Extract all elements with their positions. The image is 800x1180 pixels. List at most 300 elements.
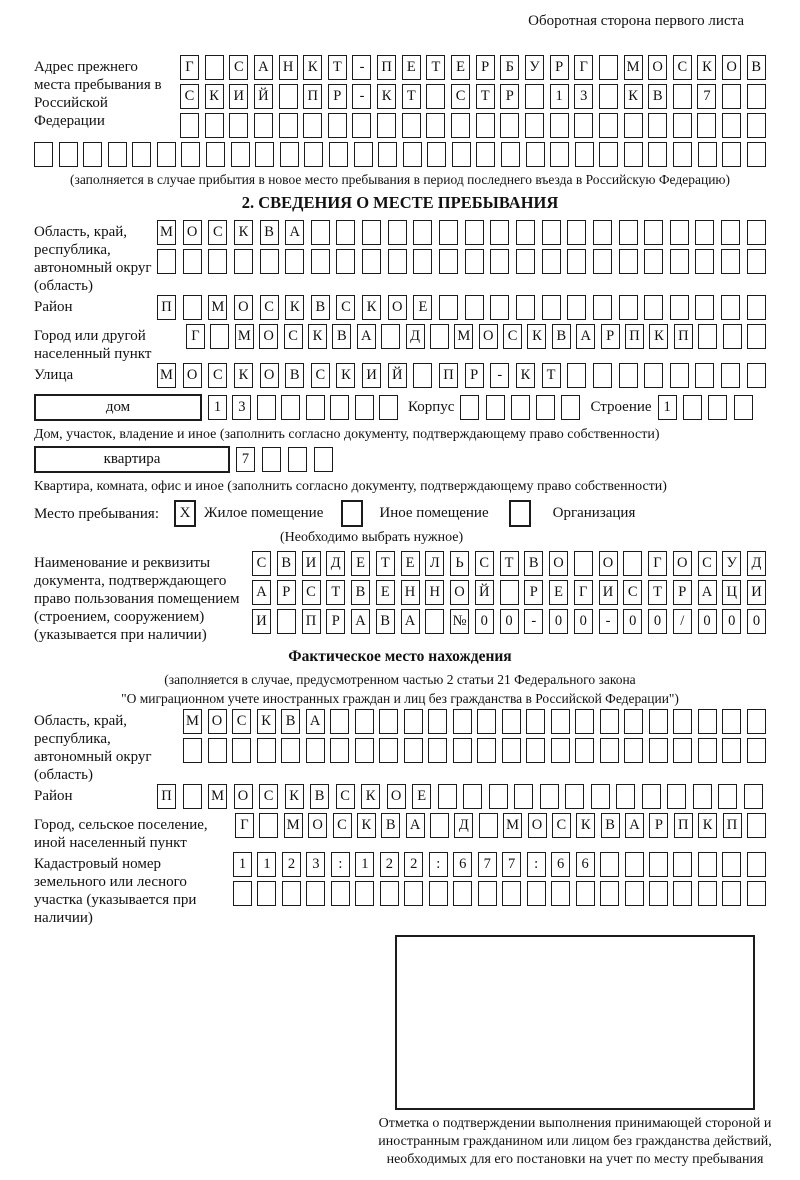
char-cell[interactable]: М [208,784,227,809]
char-cell[interactable] [695,249,714,274]
char-cell[interactable]: О [234,295,253,320]
char-cell[interactable] [619,295,638,320]
char-cell[interactable] [511,395,530,420]
char-cell[interactable] [453,738,472,763]
char-cell[interactable]: В [376,609,395,634]
char-cell[interactable]: Т [326,580,345,605]
char-cell[interactable]: Л [425,551,444,576]
char-cell[interactable] [183,784,202,809]
char-cell[interactable] [648,113,667,138]
char-cell[interactable] [413,249,432,274]
char-cell[interactable] [279,84,298,109]
char-cell[interactable] [285,249,304,274]
char-cell[interactable] [413,220,432,245]
char-cell[interactable] [439,249,458,274]
char-cell[interactable]: 0 [574,609,593,634]
char-cell[interactable] [404,881,423,906]
char-cell[interactable] [540,784,559,809]
char-cell[interactable]: Р [500,84,519,109]
char-cell[interactable]: И [362,363,381,388]
char-cell[interactable] [722,113,741,138]
char-cell[interactable]: К [308,324,327,349]
char-cell[interactable] [619,363,638,388]
char-cell[interactable] [352,113,371,138]
char-cell[interactable]: О [387,784,406,809]
char-cell[interactable]: Т [328,55,347,80]
char-cell[interactable] [698,142,717,167]
char-cell[interactable] [329,142,348,167]
char-cell[interactable]: 0 [698,609,717,634]
char-cell[interactable]: О [183,220,202,245]
char-cell[interactable] [644,249,663,274]
char-cell[interactable] [624,709,643,734]
char-cell[interactable]: С [252,551,271,576]
char-cell[interactable]: № [450,609,469,634]
char-cell[interactable] [644,363,663,388]
char-cell[interactable] [490,220,509,245]
char-cell[interactable]: П [625,324,644,349]
char-cell[interactable]: В [351,580,370,605]
char-cell[interactable]: 7 [478,852,497,877]
char-cell[interactable] [476,113,495,138]
char-cell[interactable]: 7 [697,84,716,109]
char-cell[interactable]: А [406,813,425,838]
char-cell[interactable]: К [336,363,355,388]
char-cell[interactable] [551,709,570,734]
char-cell[interactable] [697,113,716,138]
char-cell[interactable] [379,709,398,734]
char-cell[interactable]: 0 [623,609,642,634]
char-cell[interactable]: Т [500,551,519,576]
char-cell[interactable] [624,113,643,138]
char-cell[interactable]: Г [186,324,205,349]
char-cell[interactable] [698,881,717,906]
char-cell[interactable] [403,142,422,167]
char-cell[interactable]: А [254,55,273,80]
char-cell[interactable] [567,249,586,274]
char-cell[interactable] [567,363,586,388]
char-cell[interactable] [234,249,253,274]
char-cell[interactable] [721,249,740,274]
char-cell[interactable]: Р [673,580,692,605]
char-cell[interactable] [355,709,374,734]
char-cell[interactable]: 3 [574,84,593,109]
char-cell[interactable] [306,395,325,420]
char-cell[interactable] [330,709,349,734]
char-cell[interactable] [381,324,400,349]
char-cell[interactable]: 0 [500,609,519,634]
char-cell[interactable] [695,295,714,320]
char-cell[interactable] [388,249,407,274]
char-cell[interactable] [698,324,717,349]
char-cell[interactable]: Е [412,784,431,809]
char-cell[interactable] [593,363,612,388]
char-cell[interactable]: И [747,580,766,605]
char-cell[interactable] [108,142,127,167]
char-cell[interactable] [354,142,373,167]
char-cell[interactable] [490,295,509,320]
char-cell[interactable]: О [259,324,278,349]
char-cell[interactable] [465,249,484,274]
char-cell[interactable]: С [208,363,227,388]
char-cell[interactable] [721,295,740,320]
char-cell[interactable]: С [698,551,717,576]
char-cell[interactable] [561,395,580,420]
char-cell[interactable]: М [183,709,202,734]
char-cell[interactable]: А [252,580,271,605]
char-cell[interactable]: Р [649,813,668,838]
char-cell[interactable] [465,220,484,245]
char-cell[interactable] [667,784,686,809]
char-cell[interactable]: П [674,324,693,349]
char-cell[interactable]: С [333,813,352,838]
char-cell[interactable] [426,84,445,109]
char-cell[interactable] [525,84,544,109]
char-cell[interactable]: Б [500,55,519,80]
char-cell[interactable]: О [260,363,279,388]
char-cell[interactable] [599,84,618,109]
char-cell[interactable] [477,738,496,763]
char-cell[interactable]: М [503,813,522,838]
char-cell[interactable] [575,709,594,734]
char-cell[interactable] [673,709,692,734]
char-cell[interactable]: О [599,551,618,576]
char-cell[interactable]: О [308,813,327,838]
char-cell[interactable]: С [503,324,522,349]
char-cell[interactable]: Н [279,55,298,80]
char-cell[interactable] [734,395,753,420]
char-cell[interactable] [542,295,561,320]
char-cell[interactable]: Г [235,813,254,838]
char-cell[interactable]: А [351,609,370,634]
char-cell[interactable]: В [552,324,571,349]
char-cell[interactable]: Н [425,580,444,605]
char-cell[interactable] [306,738,325,763]
char-cell[interactable] [550,113,569,138]
char-cell[interactable] [331,881,350,906]
char-cell[interactable] [619,220,638,245]
char-cell[interactable] [673,852,692,877]
char-cell[interactable]: Ь [450,551,469,576]
char-cell[interactable] [525,113,544,138]
char-cell[interactable] [599,113,618,138]
char-cell[interactable] [747,84,766,109]
char-cell[interactable]: В [332,324,351,349]
char-cell[interactable] [257,881,276,906]
char-cell[interactable] [428,709,447,734]
char-cell[interactable]: И [302,551,321,576]
char-cell[interactable] [747,249,766,274]
char-cell[interactable] [747,709,766,734]
char-cell[interactable] [439,220,458,245]
char-cell[interactable]: И [252,609,271,634]
char-cell[interactable]: Р [601,324,620,349]
char-cell[interactable] [644,220,663,245]
checkbox-other-premises[interactable] [341,500,363,527]
char-cell[interactable] [600,738,619,763]
char-cell[interactable] [502,738,521,763]
char-cell[interactable]: В [381,813,400,838]
char-cell[interactable] [722,852,741,877]
char-cell[interactable] [648,142,667,167]
char-cell[interactable] [718,784,737,809]
char-cell[interactable]: / [673,609,692,634]
char-cell[interactable]: Е [376,580,395,605]
char-cell[interactable] [304,142,323,167]
char-cell[interactable]: 2 [404,852,423,877]
char-cell[interactable] [565,784,584,809]
char-cell[interactable] [599,142,618,167]
char-cell[interactable]: Р [328,84,347,109]
char-cell[interactable]: У [722,551,741,576]
char-cell[interactable] [698,709,717,734]
char-cell[interactable] [683,395,702,420]
char-cell[interactable] [747,813,766,838]
char-cell[interactable]: К [357,813,376,838]
char-cell[interactable] [254,113,273,138]
char-cell[interactable] [624,738,643,763]
char-cell[interactable]: С [336,784,355,809]
char-cell[interactable] [259,813,278,838]
char-cell[interactable]: 1 [550,84,569,109]
char-cell[interactable]: Р [550,55,569,80]
char-cell[interactable] [670,295,689,320]
char-cell[interactable]: А [698,580,717,605]
char-cell[interactable]: А [285,220,304,245]
char-cell[interactable]: 1 [658,395,677,420]
char-cell[interactable] [183,295,202,320]
char-cell[interactable] [721,220,740,245]
char-cell[interactable] [279,113,298,138]
char-cell[interactable] [465,295,484,320]
char-cell[interactable] [567,220,586,245]
char-cell[interactable]: С [336,295,355,320]
char-cell[interactable] [34,142,53,167]
char-cell[interactable]: С [232,709,251,734]
char-cell[interactable] [567,295,586,320]
char-cell[interactable]: Т [402,84,421,109]
char-cell[interactable] [157,249,176,274]
char-cell[interactable]: Е [351,551,370,576]
char-cell[interactable]: С [259,784,278,809]
char-cell[interactable] [355,395,374,420]
char-cell[interactable]: В [277,551,296,576]
char-cell[interactable]: Р [476,55,495,80]
char-cell[interactable]: Е [549,580,568,605]
char-cell[interactable] [551,881,570,906]
char-cell[interactable] [210,324,229,349]
char-cell[interactable]: К [624,84,643,109]
char-cell[interactable]: С [180,84,199,109]
char-cell[interactable] [388,220,407,245]
char-cell[interactable] [514,784,533,809]
char-cell[interactable] [59,142,78,167]
char-cell[interactable] [649,881,668,906]
char-cell[interactable]: Г [574,55,593,80]
char-cell[interactable] [330,738,349,763]
char-cell[interactable]: 7 [502,852,521,877]
char-cell[interactable]: 6 [551,852,570,877]
char-cell[interactable]: В [648,84,667,109]
char-cell[interactable]: К [361,784,380,809]
char-cell[interactable] [744,784,763,809]
checkbox-residential[interactable]: X [174,500,196,527]
char-cell[interactable]: М [157,363,176,388]
char-cell[interactable]: - [599,609,618,634]
char-cell[interactable] [183,738,202,763]
char-cell[interactable] [336,220,355,245]
char-cell[interactable]: 7 [236,447,255,472]
char-cell[interactable]: Г [180,55,199,80]
char-cell[interactable] [527,881,546,906]
char-cell[interactable] [229,113,248,138]
char-cell[interactable]: П [302,609,321,634]
char-cell[interactable] [722,84,741,109]
char-cell[interactable]: Й [254,84,273,109]
char-cell[interactable]: - [490,363,509,388]
char-cell[interactable]: Р [465,363,484,388]
char-cell[interactable] [722,881,741,906]
char-cell[interactable] [747,295,766,320]
char-cell[interactable] [83,142,102,167]
char-cell[interactable]: К [698,813,717,838]
char-cell[interactable]: 1 [355,852,374,877]
char-cell[interactable]: К [205,84,224,109]
char-cell[interactable] [180,113,199,138]
char-cell[interactable] [536,395,555,420]
char-cell[interactable] [747,881,766,906]
char-cell[interactable] [593,295,612,320]
char-cell[interactable]: К [697,55,716,80]
char-cell[interactable]: 1 [233,852,252,877]
char-cell[interactable]: Р [524,580,543,605]
char-cell[interactable]: В [311,295,330,320]
char-cell[interactable] [502,709,521,734]
char-cell[interactable] [722,142,741,167]
char-cell[interactable]: В [601,813,620,838]
char-cell[interactable] [670,249,689,274]
char-cell[interactable]: - [352,55,371,80]
char-cell[interactable]: О [479,324,498,349]
char-cell[interactable]: 2 [282,852,301,877]
char-cell[interactable] [355,738,374,763]
char-cell[interactable] [721,363,740,388]
char-cell[interactable] [378,142,397,167]
char-cell[interactable] [463,784,482,809]
char-cell[interactable]: И [599,580,618,605]
char-cell[interactable] [526,142,545,167]
char-cell[interactable] [600,709,619,734]
char-cell[interactable]: С [623,580,642,605]
char-cell[interactable] [695,363,714,388]
char-cell[interactable] [451,113,470,138]
char-cell[interactable] [723,324,742,349]
char-cell[interactable] [314,447,333,472]
char-cell[interactable]: К [303,55,322,80]
char-cell[interactable]: Д [326,551,345,576]
char-cell[interactable] [404,709,423,734]
char-cell[interactable]: К [576,813,595,838]
char-cell[interactable]: 0 [475,609,494,634]
char-cell[interactable]: Ц [722,580,741,605]
char-cell[interactable] [574,551,593,576]
char-cell[interactable]: Г [574,580,593,605]
char-cell[interactable] [336,249,355,274]
char-cell[interactable]: А [401,609,420,634]
char-cell[interactable]: О [183,363,202,388]
char-cell[interactable] [453,709,472,734]
char-cell[interactable]: О [208,709,227,734]
char-cell[interactable]: К [257,709,276,734]
char-cell[interactable]: Т [648,580,667,605]
char-cell[interactable] [599,55,618,80]
char-cell[interactable] [616,784,635,809]
char-cell[interactable] [576,881,595,906]
char-cell[interactable] [233,881,252,906]
char-cell[interactable] [452,142,471,167]
char-cell[interactable]: Д [454,813,473,838]
char-cell[interactable]: Г [648,551,667,576]
char-cell[interactable]: У [525,55,544,80]
char-cell[interactable] [205,113,224,138]
char-cell[interactable] [698,852,717,877]
char-cell[interactable] [747,113,766,138]
char-cell[interactable] [157,142,176,167]
char-cell[interactable] [575,142,594,167]
char-cell[interactable] [747,324,766,349]
char-cell[interactable] [478,881,497,906]
char-cell[interactable] [526,738,545,763]
char-cell[interactable] [486,395,505,420]
char-cell[interactable]: В [281,709,300,734]
char-cell[interactable] [516,295,535,320]
char-cell[interactable] [500,113,519,138]
char-cell[interactable]: - [524,609,543,634]
char-cell[interactable] [362,220,381,245]
char-cell[interactable]: К [362,295,381,320]
char-cell[interactable]: О [388,295,407,320]
char-cell[interactable]: М [284,813,303,838]
char-cell[interactable]: В [310,784,329,809]
char-cell[interactable]: С [673,55,692,80]
char-cell[interactable] [670,220,689,245]
char-cell[interactable] [516,220,535,245]
char-cell[interactable] [722,738,741,763]
char-cell[interactable] [404,738,423,763]
char-cell[interactable] [379,395,398,420]
char-cell[interactable]: П [303,84,322,109]
char-cell[interactable]: О [450,580,469,605]
char-cell[interactable]: Р [277,580,296,605]
char-cell[interactable] [673,881,692,906]
char-cell[interactable] [288,447,307,472]
char-cell[interactable] [593,220,612,245]
char-cell[interactable]: Т [542,363,561,388]
char-cell[interactable] [427,142,446,167]
char-cell[interactable] [208,738,227,763]
char-cell[interactable] [649,852,668,877]
char-cell[interactable]: Й [388,363,407,388]
char-cell[interactable] [132,142,151,167]
char-cell[interactable] [673,113,692,138]
char-cell[interactable]: Д [406,324,425,349]
char-cell[interactable]: С [208,220,227,245]
char-cell[interactable] [281,395,300,420]
char-cell[interactable] [362,249,381,274]
char-cell[interactable]: С [311,363,330,388]
char-cell[interactable] [281,738,300,763]
char-cell[interactable] [328,113,347,138]
